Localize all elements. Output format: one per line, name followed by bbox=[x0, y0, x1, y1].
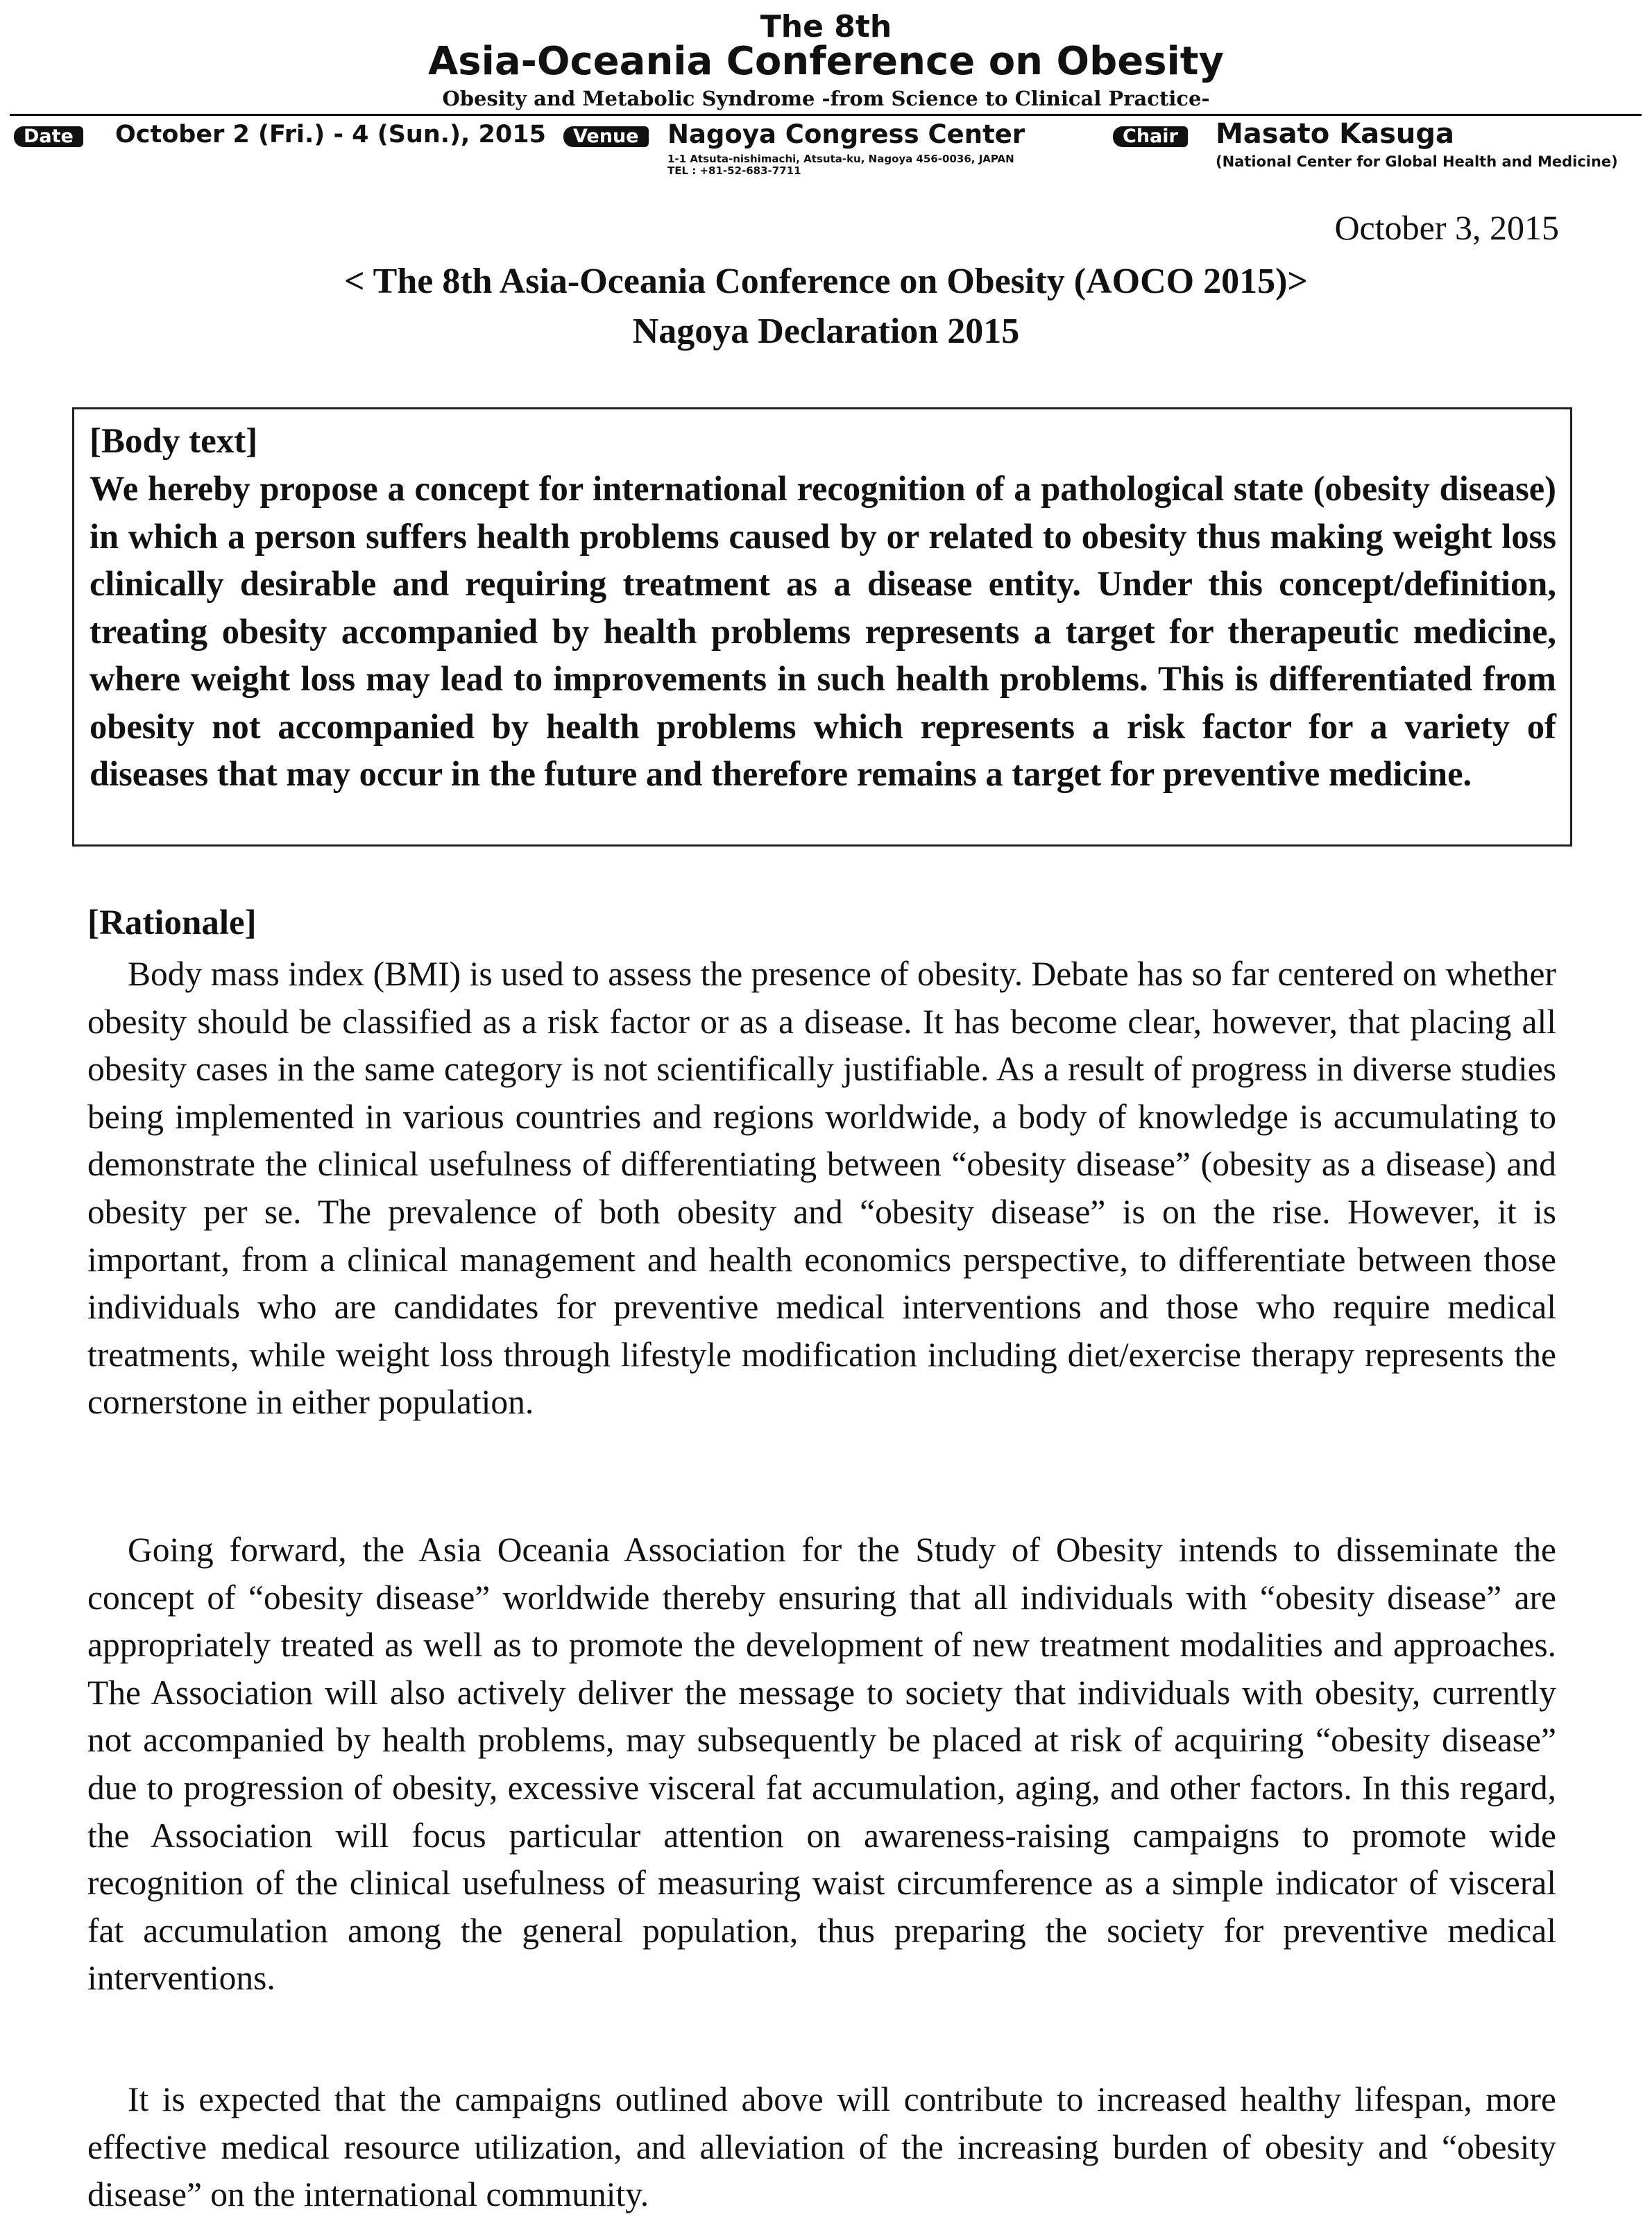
body-text-heading: [Body text] bbox=[90, 422, 258, 461]
rationale-paragraph: Body mass index (BMI) is used to assess the presence of obesity. Debate has so far centered on whether obesity should be classified as a risk factor or as a disease. It has become clear, however, that placing all obesity cases in the same category is not scientifically justifiable. As a result of progress in diverse studies being implemented in various countries and regions worldwide, a body of knowledge is accumulating to demonstrate the clinical usefulness of differentiating between “obesity disease” (obesity as a disease) and obesity per se. The prevalence of both obesity and “obesity disease” is on the rise. However, it is important, from a clinical management and health economics perspective, to differentiate between those individuals who are candidates for preventive medical interventions and those who require medical treatments, while weight loss through lifestyle modification including diet/exercise therapy represents the cornerstone in either population. bbox=[87, 955, 1556, 1422]
body-text-box bbox=[72, 407, 1572, 847]
conference-dates: October 2 (Fri.) - 4 (Sun.), 2015 bbox=[115, 121, 546, 148]
document-date: October 3, 2015 bbox=[1334, 208, 1559, 247]
conference-name: Asia-Oceania Conference on Obesity bbox=[427, 39, 1225, 84]
conference-theme: Obesity and Metabolic Syndrome -from Science to Clinical Practice- bbox=[442, 87, 1210, 110]
header-divider bbox=[10, 114, 1642, 116]
conference-edition: The 8th bbox=[760, 9, 892, 44]
date-label-badge: Date bbox=[14, 126, 83, 147]
chair-affiliation: (National Center for Global Health and Medicine) bbox=[1216, 153, 1618, 170]
chair-label-badge: Chair bbox=[1113, 126, 1188, 147]
chair-name: Masato Kasuga bbox=[1216, 118, 1455, 150]
rationale-heading: [Rationale] bbox=[87, 903, 257, 942]
rationale-paragraph: Going forward, the Asia Oceania Association for the Study of Obesity intends to disseminate the concept of “obesity disease” worldwide thereby ensuring that all individuals with “obesity disease” are appropriately treated as well as to promote the development of new treatment modalities and approaches. The Association will also actively deliver the message to society that individuals with obesity, currently not accompanied by health problems, may subsequently be placed at risk of acquiring “obesity disease” due to progression of obesity, excessive visceral fat accumulation, aging, and other factors. In this regard, the Association will focus particular attention on awareness-raising campaigns to promote wide recognition of the clinical usefulness of measuring waist circumference as a simple indicator of visceral fat accumulation among the general population, thus preparing the society for preventive medical interventions. bbox=[87, 1531, 1556, 1998]
title-line-conference: < The 8th Asia-Oceania Conference on Obesity (AOCO 2015)> bbox=[343, 262, 1309, 301]
body-text-paragraph: We hereby propose a concept for international recognition of a pathological state (obesity disease) in which a person suffers health problems caused by or related to obesity thus making weight loss clinically desirable and requiring treatment as a disease entity. Under this concept/definition, treating obesity accompanied by health problems represents a target for therapeutic medicine, where weight loss may lead to improvements in such health problems. This is differentiated from obesity not accompanied by health problems which represents a risk factor for a variety of diseases that may occur in the future and therefore remains a target for preventive medicine. bbox=[90, 469, 1556, 793]
venue-name: Nagoya Congress Center bbox=[667, 119, 1025, 149]
venue-address: 1-1 Atsuta-nishimachi, Atsuta-ku, Nagoya 456-0036, JAPAN bbox=[667, 153, 1014, 165]
venue-telephone: TEL : +81-52-683-7711 bbox=[667, 164, 801, 177]
venue-label-badge: Venue bbox=[563, 126, 649, 147]
title-line-declaration: Nagoya Declaration 2015 bbox=[632, 312, 1020, 351]
document-title bbox=[0, 257, 1652, 357]
rationale-paragraph: It is expected that the campaigns outlined above will contribute to increased healthy lifespan, more effective medical resource utilization, and alleviation of the increasing burden of obesity and “obesity disease” on the international community. bbox=[87, 2080, 1556, 2214]
